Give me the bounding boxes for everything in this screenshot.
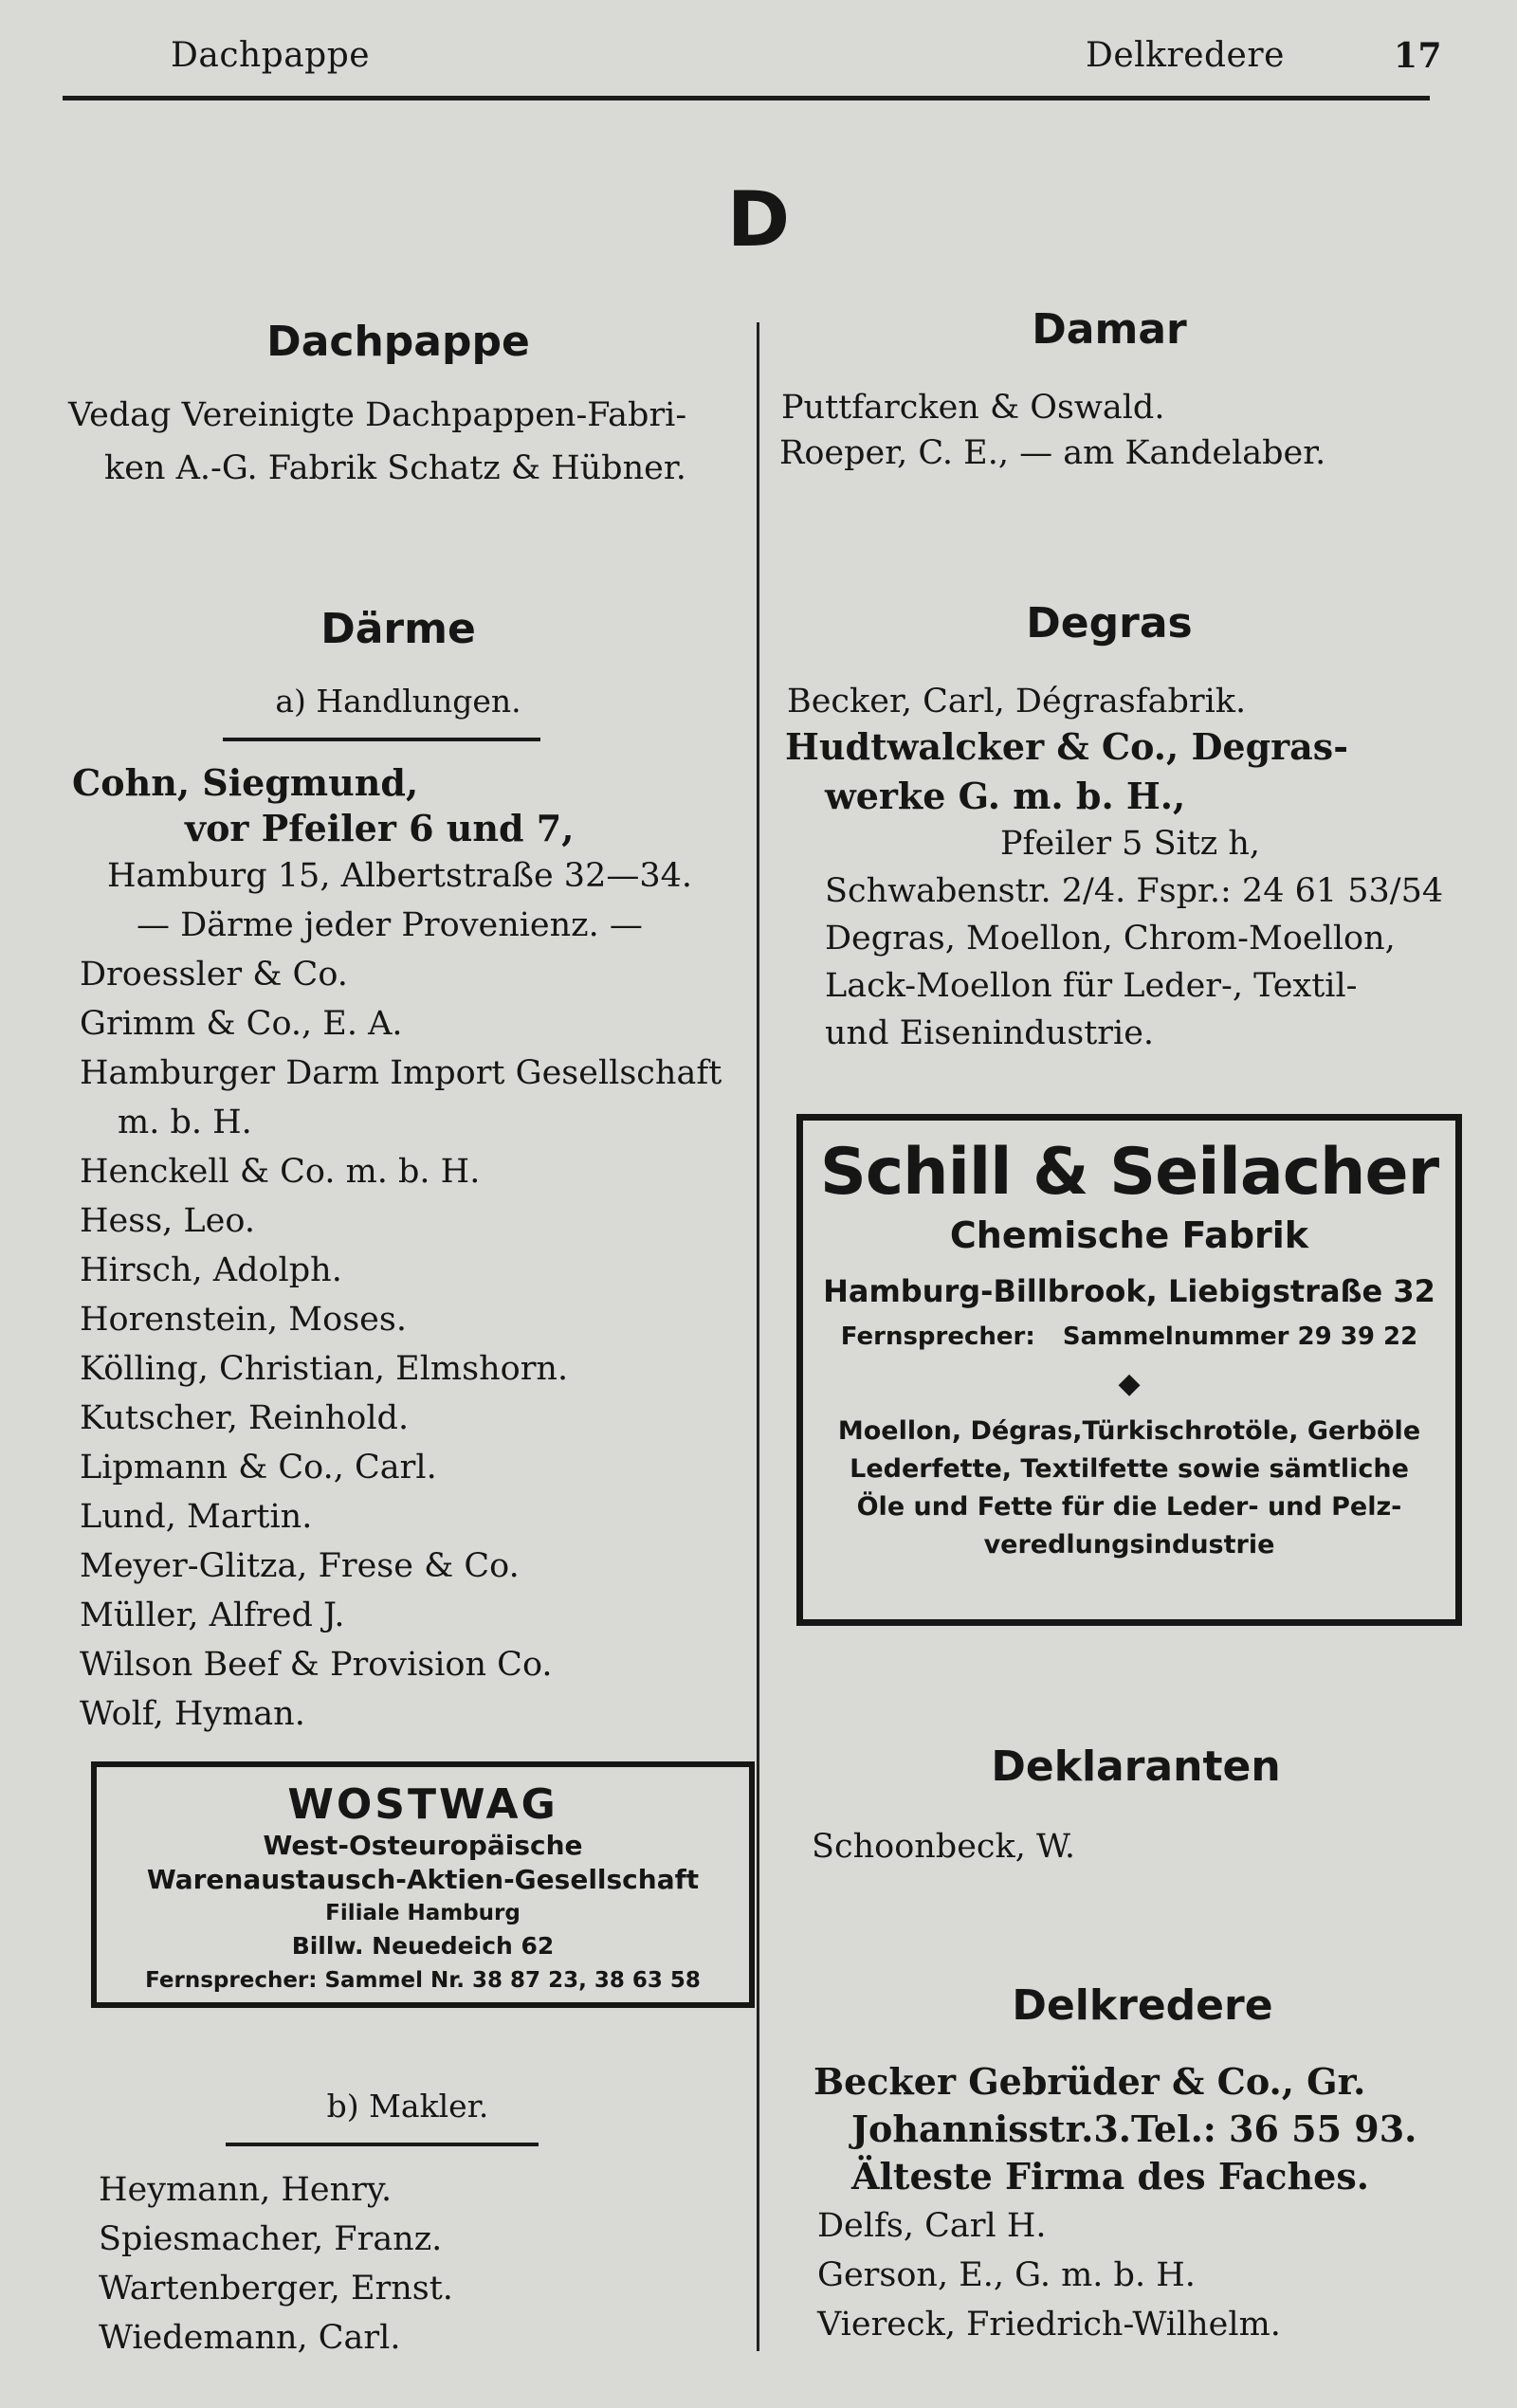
list-item: Meyer-Glitza, Frese & Co. xyxy=(80,1547,520,1585)
entry-line: ken A.-G. Fabrik Schatz & Hübner. xyxy=(104,449,686,487)
entry-becker-address: Johannisstr.3.Tel.: 36 55 93. xyxy=(851,2107,1417,2150)
column-divider xyxy=(757,322,759,2351)
list-item: Delfs, Carl H. xyxy=(817,2207,1047,2245)
entry-line: Schoonbeck, W. xyxy=(812,1828,1075,1866)
list-item: Heymann, Henry. xyxy=(99,2171,393,2209)
entry-line: Becker, Carl, Dégrasfabrik. xyxy=(787,683,1247,721)
entry-becker-note: Älteste Firma des Faches. xyxy=(851,2155,1369,2198)
list-item: Kölling, Christian, Elmshorn. xyxy=(80,1350,569,1388)
list-item: m. b. H. xyxy=(118,1104,252,1141)
list-item: Wilson Beef & Provision Co. xyxy=(80,1646,553,1684)
list-item: Horenstein, Moses. xyxy=(80,1301,407,1339)
list-item: Lund, Martin. xyxy=(80,1498,313,1536)
makler-list xyxy=(99,2165,453,2362)
list-item: Wiedemann, Carl. xyxy=(99,2319,401,2357)
ad-schill-sub: Chemische Fabrik xyxy=(949,1214,1309,1256)
delkredere-list xyxy=(817,2201,1281,2349)
ad-wostwag-line: Billw. Neuedeich 62 xyxy=(291,1932,555,1960)
entry-line: Schwabenstr. 2/4. Fspr.: 24 61 53/54 xyxy=(825,872,1444,910)
list-item: Hess, Leo. xyxy=(80,1202,255,1240)
heading-delkredere: Delkredere xyxy=(1012,1981,1273,2030)
entry-cohn-address: vor Pfeiler 6 und 7, xyxy=(185,807,575,849)
header-rule xyxy=(63,96,1430,100)
entry-becker-name: Becker Gebrüder & Co., Gr. xyxy=(813,2060,1366,2103)
entry-line: und Eisenindustrie. xyxy=(825,1014,1155,1052)
ad-wostwag-line: Warenaustausch-Aktien-Gesellschaft xyxy=(146,1864,700,1895)
list-item: Wolf, Hyman. xyxy=(80,1695,305,1733)
ad-schill-seilacher xyxy=(796,1114,1462,1626)
ad-schill-address: Hamburg-Billbrook, Liebigstraße 32 xyxy=(823,1273,1435,1309)
entry-cohn-name: Cohn, Siegmund, xyxy=(72,761,419,804)
heading-daerme: Därme xyxy=(320,605,476,653)
daerme-list xyxy=(80,950,722,1739)
subheading-rule xyxy=(223,738,540,741)
subheading-rule xyxy=(226,2143,539,2146)
ad-schill-phone-number: Sammelnummer 29 39 22 xyxy=(1062,1323,1418,1351)
list-item: Gerson, E., G. m. b. H. xyxy=(817,2256,1196,2294)
ad-schill-line: Lederfette, Textilfette sowie sämtliche xyxy=(850,1454,1409,1484)
ad-schill-line: Öle und Fette für die Leder- und Pelz- xyxy=(856,1492,1402,1522)
ad-schill-line: veredlungsindustrie xyxy=(983,1530,1275,1560)
entry-cohn-note: — Därme jeder Provenienz. — xyxy=(137,906,643,944)
ad-wostwag-phone: Fernsprecher: Sammel Nr. 38 87 23, 38 63 58 xyxy=(145,1968,701,1993)
list-item: Spiesmacher, Franz. xyxy=(99,2220,443,2258)
subheading-handlungen: a) Handlungen. xyxy=(275,683,521,720)
running-header-right: Delkredere xyxy=(1086,36,1285,75)
running-header-left: Dachpappe xyxy=(171,36,371,75)
section-letter: D xyxy=(726,175,791,264)
ad-schill-phone-label: Fernsprecher: xyxy=(840,1323,1035,1351)
diamond-icon: ◆ xyxy=(1118,1367,1141,1400)
entry-line: Roeper, C. E., — am Kandelaber. xyxy=(779,434,1326,472)
list-item: Viereck, Friedrich-Wilhelm. xyxy=(817,2306,1281,2344)
ad-wostwag xyxy=(91,1761,755,2008)
ad-schill-name: Schill & Seilacher xyxy=(819,1135,1439,1210)
heading-damar: Damar xyxy=(1032,305,1187,354)
ad-schill-phone xyxy=(803,1318,1455,1356)
list-item: Kutscher, Reinhold. xyxy=(80,1399,410,1437)
ad-wostwag-name: WOSTWAG xyxy=(287,1780,558,1829)
entry-hudtwalcker-company: werke G. m. b. H., xyxy=(825,775,1186,817)
subheading-makler: b) Makler. xyxy=(326,2088,489,2125)
entry-line: Lack-Moellon für Leder-, Textil- xyxy=(825,967,1358,1005)
list-item: Hirsch, Adolph. xyxy=(80,1251,342,1289)
entry-hudtwalcker xyxy=(785,722,1449,772)
entry-line: Vedag Vereinigte Dachpappen-Fabri- xyxy=(68,396,687,434)
ad-wostwag-line: West-Osteuropäische xyxy=(263,1830,583,1861)
ad-wostwag-line: Filiale Hamburg xyxy=(325,1901,521,1925)
heading-dachpappe: Dachpappe xyxy=(266,318,530,366)
page-number: 17 xyxy=(1394,36,1443,76)
entry-line: Puttfarcken & Oswald. xyxy=(781,389,1165,427)
heading-degras: Degras xyxy=(1026,599,1193,648)
list-item: Droessler & Co. xyxy=(80,956,348,994)
list-item: Wartenberger, Ernst. xyxy=(99,2270,453,2308)
entry-hudtwalcker-name: Hudtwalcker & Co., Degras- xyxy=(785,725,1348,768)
ad-schill-line: Moellon, Dégras,Türkischrotöle, Gerböle xyxy=(837,1416,1421,1446)
list-item: Müller, Alfred J. xyxy=(80,1596,345,1634)
heading-deklaranten: Deklaranten xyxy=(991,1742,1281,1791)
list-item: Henckell & Co. m. b. H. xyxy=(80,1153,481,1191)
entry-cohn-city: Hamburg 15, Albertstraße 32—34. xyxy=(107,857,692,895)
list-item: Grimm & Co., E. A. xyxy=(80,1005,403,1043)
list-item: Lipmann & Co., Carl. xyxy=(80,1449,437,1487)
entry-line: Pfeiler 5 Sitz h, xyxy=(1000,825,1261,863)
entry-line: Degras, Moellon, Chrom-Moellon, xyxy=(825,920,1396,958)
list-item: Hamburger Darm Import Gesellschaft xyxy=(80,1054,722,1092)
